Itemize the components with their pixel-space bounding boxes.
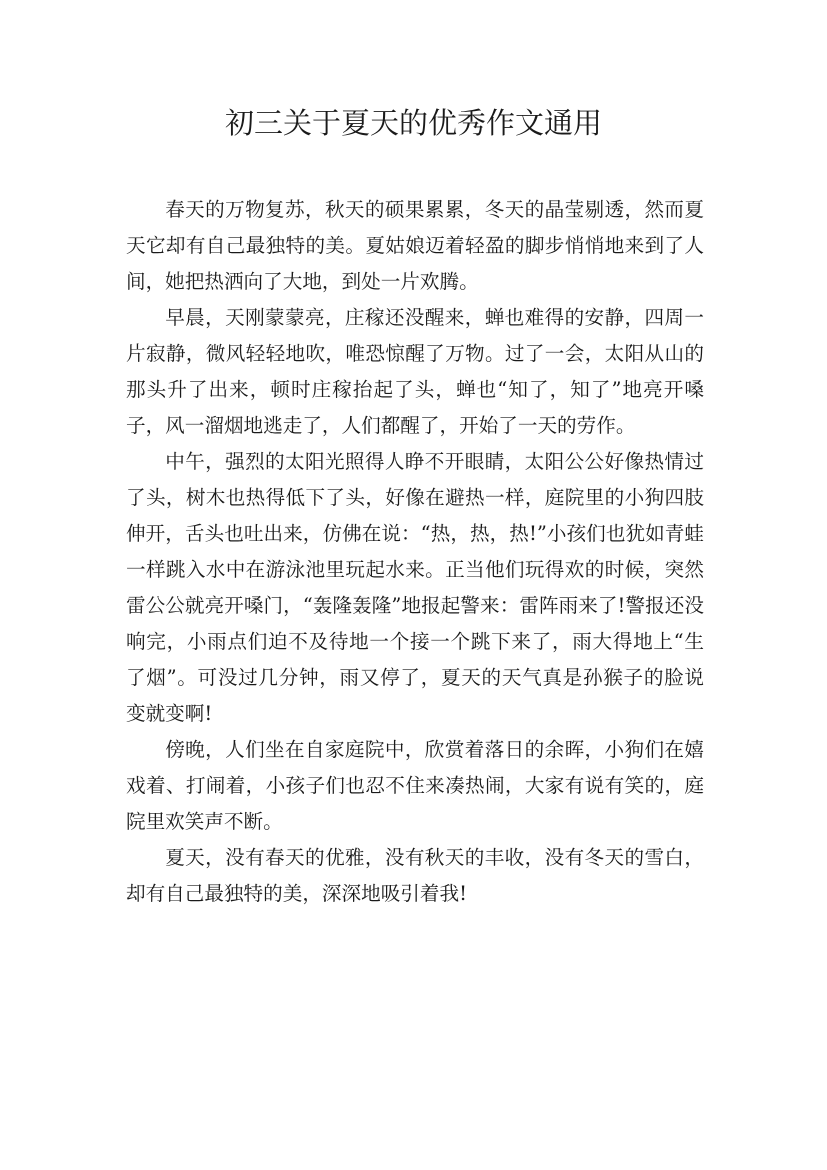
paragraph-5: 夏天，没有春天的优雅，没有秋天的丰收，没有冬天的雪白，却有自己最独特的美，深深地吸引着我! <box>126 846 704 905</box>
paragraph-2: 早晨，天刚蒙蒙亮，庄稼还没醒来，蝉也难得的安静，四周一片寂静，微风轻轻地吹，唯恐惊醒了万物。过了一会，太阳从山的那头升了出来，顿时庄稼抬起了头，蝉也“知了，知了”地亮开嗓子，风一溜烟地逃走了，人们都醒了，开始了一天的劳作。 <box>126 306 704 437</box>
paragraph-4: 傍晚，人们坐在自家庭院中，欣赏着落日的余晖，小狗们在嬉戏着、打闹着，小孩子们也忍不住来凑热闹，大家有说有笑的，庭院里欢笑声不断。 <box>126 738 704 833</box>
document-title: 初三关于夏天的优秀作文通用 <box>224 106 602 140</box>
paragraph-3: 中午，强烈的太阳光照得人睁不开眼睛，太阳公公好像热情过了头，树木也热得低下了头，好像在避热一样，庭院里的小狗四肢伸开，舌头也吐出来，仿佛在说：“热，热，热!”小孩们也犹如青蛙一样跳入水中在游泳池里玩起水来。正当他们玩得欢的时候，突然雷公公就亮开嗓门，“轰隆轰隆”地报起警来：雷阵雨来了!警报还没响完，小雨点们迫不及待地一个接一个跳下来了，雨大得地上“生了烟”。可没过几分钟，雨又停了，夏天的天气真是孙猴子的脸说变就变啊! <box>126 450 704 725</box>
paragraph-1: 春天的万物复苏，秋天的硕果累累，冬天的晶莹剔透，然而夏天它却有自己最独特的美。夏姑娘迈着轻盈的脚步悄悄地来到了人间，她把热洒向了大地，到处一片欢腾。 <box>126 198 704 293</box>
document-body <box>126 192 704 912</box>
